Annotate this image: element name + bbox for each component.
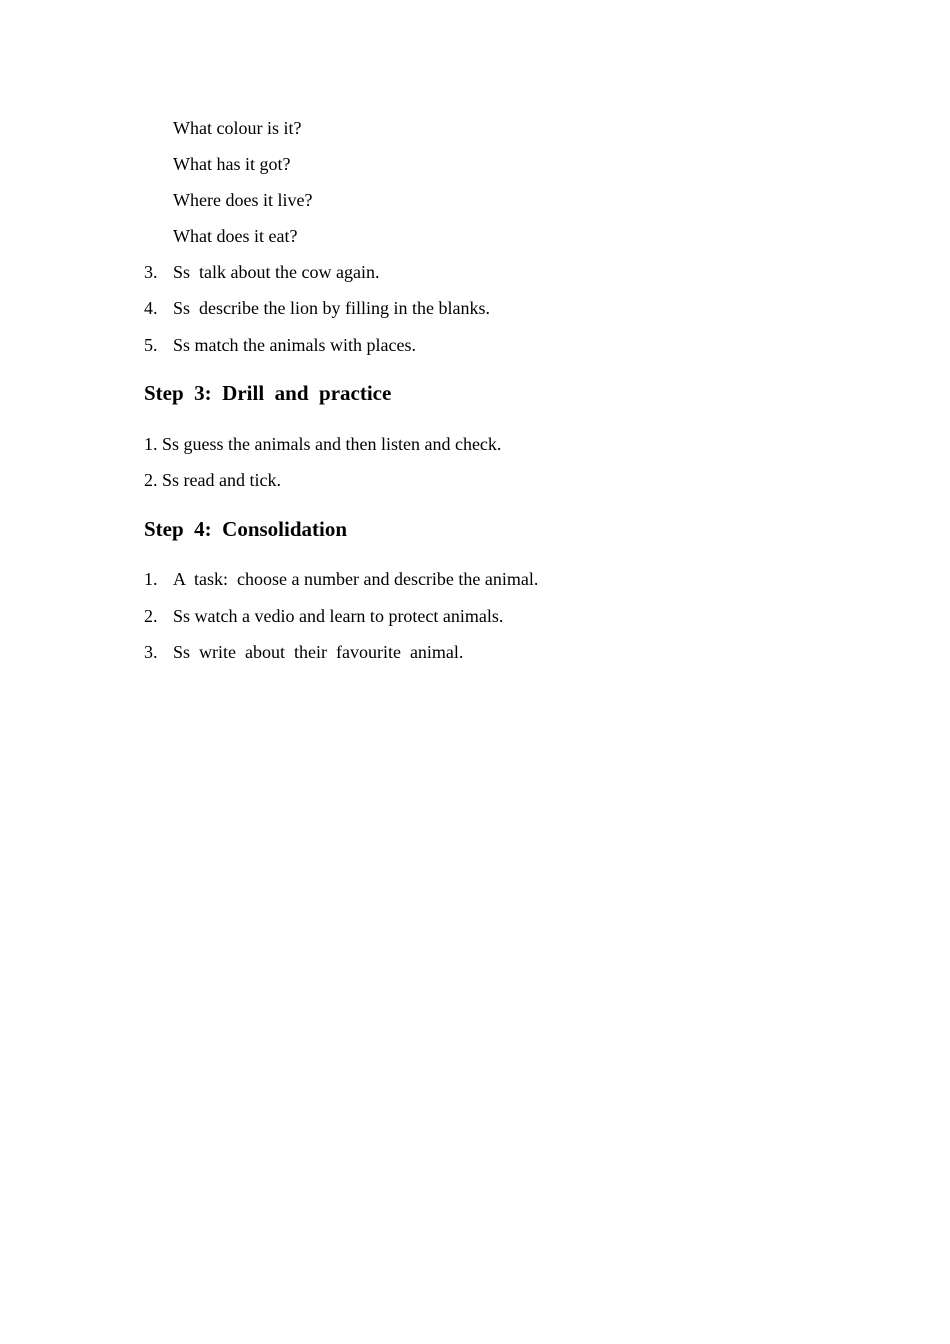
question-line: What does it eat? [173, 226, 298, 246]
item-text: Ss match the animals with places. [173, 335, 416, 355]
item-text: Ss talk about the cow again. [173, 262, 380, 282]
step3-item: 2. Ss read and tick. [144, 470, 281, 490]
item-number: 2. [144, 606, 158, 626]
item-text: Ss write about their favourite animal. [173, 642, 464, 662]
item-number: 4. [144, 298, 158, 318]
question-line: What has it got? [173, 154, 291, 174]
item-number: 1. [144, 569, 158, 589]
item-text: A task: choose a number and describe the animal. [173, 569, 539, 589]
item-number: 3. [144, 642, 158, 662]
item-text: Ss describe the lion by filling in the blanks. [173, 298, 490, 318]
step4-heading: Step 4: Consolidation [144, 517, 348, 541]
item-number: 5. [144, 335, 158, 355]
step3-heading: Step 3: Drill and practice [144, 381, 392, 405]
item-text: Ss watch a vedio and learn to protect animals. [173, 606, 504, 626]
item-number: 3. [144, 262, 158, 282]
question-line: Where does it live? [173, 190, 313, 210]
question-line: What colour is it? [173, 118, 302, 138]
step3-item: 1. Ss guess the animals and then listen and check. [144, 434, 502, 454]
